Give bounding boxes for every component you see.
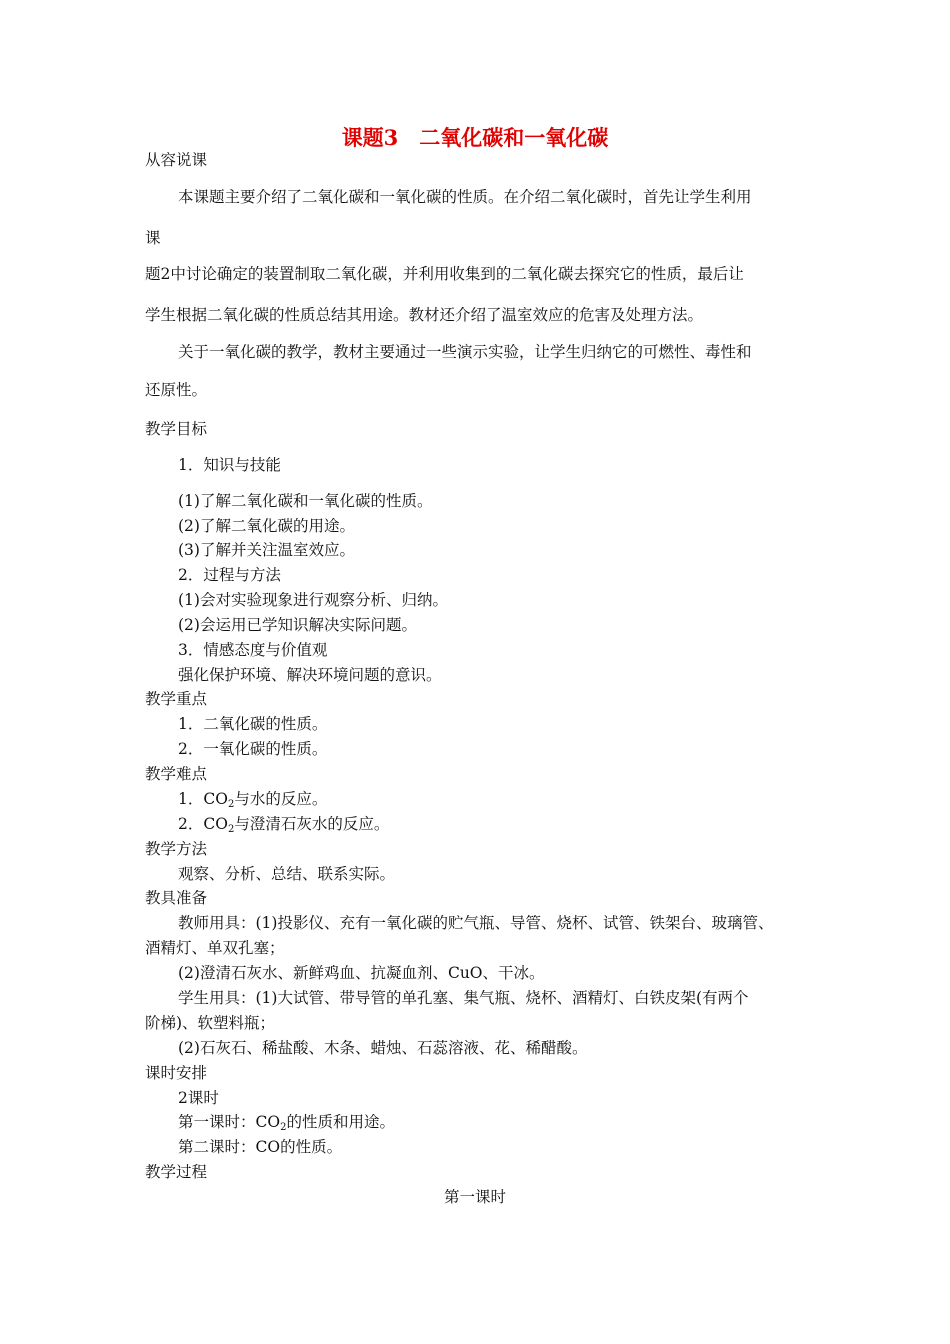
intro-paragraph-line: 题2中讨论确定的装置制取二氧化碳，并利用收集到的二氧化碳去探究它的性质，最后让: [145, 265, 744, 283]
schedule-heading: 课时安排: [145, 1064, 208, 1082]
intro-paragraph-line: 学生根据二氧化碳的性质总结其用途。教材还介绍了温室效应的危害及处理方法。: [145, 306, 704, 324]
goal-subitem: (2)了解二氧化碳的用途。: [178, 517, 355, 535]
difficulty-text: 与水的反应。: [234, 790, 328, 808]
subscript: 2: [280, 1122, 287, 1133]
intro-paragraph-line: 本课题主要介绍了二氧化碳和一氧化碳的性质。在介绍二氧化碳时，首先让学生利用: [178, 188, 752, 206]
intro-paragraph-line: 课: [145, 229, 161, 247]
tools-line: 学生用具：(1)大试管、带导管的单孔塞、集气瓶、烧杯、酒精灯、白铁皮架(有两个: [178, 989, 749, 1007]
goal-subitem: (1)会对实验现象进行观察分析、归纳。: [178, 591, 448, 609]
subscript: 2: [227, 799, 235, 810]
tools-line: (2)石灰石、稀盐酸、木条、蜡烛、石蕊溶液、花、稀醋酸。: [178, 1039, 588, 1057]
tools-heading: 教具准备: [145, 889, 208, 907]
process-heading: 教学过程: [145, 1163, 208, 1181]
difficulty-item: [178, 792, 327, 808]
schedule-text: 的性质和用途。: [286, 1113, 395, 1131]
methods-text: 观察、分析、总结、联系实际。: [178, 865, 396, 883]
methods-heading: 教学方法: [145, 840, 208, 858]
key-point-item: 2．一氧化碳的性质。: [178, 740, 328, 758]
tools-line: 酒精灯、单双孔塞；: [145, 939, 285, 957]
difficulty-text: 2．CO: [178, 815, 228, 833]
schedule-item: 第二课时：CO的性质。: [178, 1138, 343, 1156]
intro-heading: 从容说课: [145, 151, 208, 169]
page-title: 课题3 二氧化碳和一氧化碳: [341, 125, 609, 150]
goal-subitem: (3)了解并关注温室效应。: [178, 541, 355, 559]
difficulty-text: 1．CO: [178, 790, 228, 808]
goal-subitem: 强化保护环境、解决环境问题的意识。: [178, 666, 442, 684]
goals-heading: 教学目标: [145, 420, 208, 438]
intro-paragraph-line: 还原性。: [145, 381, 208, 399]
difficulty-item: [178, 817, 389, 833]
tools-line: (2)澄清石灰水、新鲜鸡血、抗凝血剂、CuO、干冰。: [178, 964, 545, 982]
goal-item: 3．情感态度与价值观: [178, 641, 328, 659]
goal-item: 2．过程与方法: [178, 566, 281, 584]
key-point-item: 1．二氧化碳的性质。: [178, 715, 328, 733]
schedule-text: 第一课时：CO: [178, 1113, 281, 1131]
goal-subitem: (1)了解二氧化碳和一氧化碳的性质。: [178, 492, 433, 510]
schedule-item: [178, 1115, 395, 1131]
schedule-total: 2课时: [178, 1089, 219, 1107]
difficulties-heading: 教学难点: [145, 765, 208, 783]
subscript: 2: [227, 824, 235, 835]
intro-paragraph-line: 关于一氧化碳的教学，教材主要通过一些演示实验，让学生归纳它的可燃性、毒性和: [178, 343, 752, 361]
goal-item: 1．知识与技能: [178, 456, 281, 474]
tools-line: 教师用具：(1)投影仪、充有一氧化碳的贮气瓶、导管、烧杯、试管、铁架台、玻璃管、: [178, 914, 774, 932]
goal-subitem: (2)会运用已学知识解决实际问题。: [178, 616, 417, 634]
key-points-heading: 教学重点: [145, 690, 208, 708]
difficulty-text: 与澄清石灰水的反应。: [234, 815, 390, 833]
tools-line: 阶梯)、软塑料瓶；: [145, 1014, 276, 1032]
lesson-heading: 第一课时: [443, 1188, 506, 1206]
